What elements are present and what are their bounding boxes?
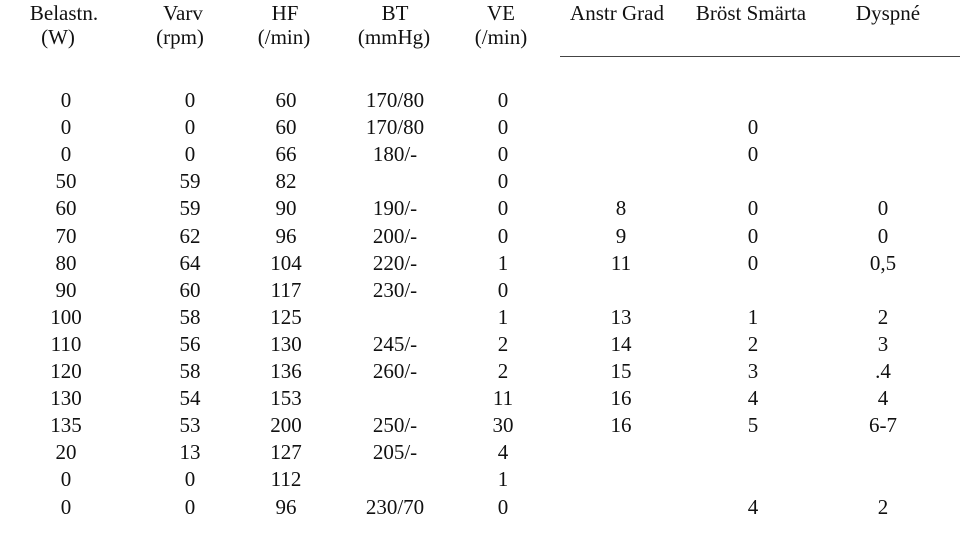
- table-row: [0, 249, 960, 277]
- cell-brost: 0: [747, 196, 759, 221]
- cell-brost: 4: [747, 494, 759, 519]
- header-ve-unit: (/min): [474, 25, 528, 49]
- cell-ve: 1: [497, 304, 509, 329]
- cell-belastning: 90: [55, 277, 77, 302]
- table-row: [0, 357, 960, 385]
- cell-varv: 59: [179, 169, 201, 194]
- cell-ve: 30: [492, 413, 514, 438]
- cell-bt: 220/-: [372, 250, 418, 275]
- cell-ve: 0: [497, 223, 509, 248]
- cell-dyspne: 2: [877, 494, 889, 519]
- cell-hf: 96: [275, 494, 297, 519]
- header-hf-unit: (/min): [257, 25, 311, 49]
- cell-anstr: 9: [615, 223, 627, 248]
- cell-varv: 0: [184, 142, 196, 167]
- table-row: [0, 384, 960, 412]
- header-dyspne: Dyspné: [855, 1, 921, 25]
- cell-varv: 56: [179, 331, 201, 356]
- cell-brost: 2: [747, 331, 759, 356]
- cell-hf: 130: [270, 331, 302, 356]
- cell-belastning: 60: [55, 196, 77, 221]
- cell-belastning: 80: [55, 250, 77, 275]
- table-row: [0, 194, 960, 222]
- cell-bt: 230/70: [365, 494, 425, 519]
- cell-hf: 82: [275, 169, 297, 194]
- header-anstr: Anstr Grad: [570, 1, 664, 25]
- cell-dyspne: 6-7: [869, 413, 897, 438]
- cell-varv: 13: [179, 440, 201, 465]
- cell-anstr: 15: [610, 359, 632, 383]
- cell-varv: 58: [179, 304, 201, 329]
- cell-ve: 0: [497, 196, 509, 221]
- header-ve: VE: [487, 1, 515, 25]
- cell-varv: 0: [184, 115, 196, 140]
- cell-ve: 0: [497, 115, 509, 140]
- cell-dyspne: 0,5: [869, 250, 897, 275]
- cell-anstr: 16: [610, 413, 632, 438]
- cell-bt: 230/-: [372, 277, 418, 302]
- cell-hf: 153: [270, 386, 302, 411]
- cell-hf: 117: [270, 277, 302, 302]
- cell-belastning: 110: [50, 331, 82, 356]
- cell-brost: 0: [747, 115, 759, 140]
- header-varv: Varv: [163, 1, 203, 25]
- cell-hf: 60: [275, 88, 297, 112]
- cell-bt: 190/-: [372, 196, 418, 221]
- table-row: [0, 140, 960, 168]
- cell-belastning: 100: [50, 304, 82, 329]
- cell-varv: 53: [179, 413, 201, 438]
- cell-hf: 90: [275, 196, 297, 221]
- cell-belastning: 20: [55, 440, 77, 465]
- cell-varv: 59: [179, 196, 201, 221]
- cell-ve: 0: [497, 277, 509, 302]
- cell-belastning: 0: [60, 467, 72, 492]
- cell-ve: 1: [497, 467, 509, 492]
- table-row: [0, 167, 960, 195]
- cell-varv: 60: [179, 277, 201, 302]
- cell-hf: 125: [270, 304, 302, 329]
- header-bt: BT: [381, 1, 409, 25]
- cell-hf: 200: [270, 413, 302, 438]
- header-belastning-unit: (W): [41, 25, 75, 49]
- table-row: [0, 465, 960, 493]
- cell-belastning: 130: [50, 386, 82, 411]
- cell-belastning: 0: [60, 494, 72, 519]
- cell-dyspne: 0: [877, 223, 889, 248]
- cell-brost: 1: [747, 304, 759, 329]
- cell-anstr: 8: [615, 196, 627, 221]
- cell-anstr: 13: [610, 304, 632, 329]
- table-row: [0, 222, 960, 250]
- cell-brost: 0: [747, 250, 759, 275]
- cell-ve: 2: [497, 331, 509, 356]
- cell-varv: 0: [184, 88, 196, 112]
- cell-brost: 3: [747, 359, 759, 383]
- cell-hf: 66: [275, 142, 297, 167]
- header-brost: Bröst Smärta: [695, 1, 807, 25]
- header-hf: HF: [271, 1, 299, 25]
- header-rule: [560, 56, 960, 57]
- table-row: [0, 330, 960, 358]
- table-row: [0, 276, 960, 304]
- cell-belastning: 0: [60, 88, 72, 112]
- cell-varv: 0: [184, 467, 196, 492]
- cell-bt: 245/-: [372, 331, 418, 356]
- cell-ve: 2: [497, 359, 509, 383]
- cell-bt: 180/-: [372, 142, 418, 167]
- cell-belastning: 70: [55, 223, 77, 248]
- cell-brost: 0: [747, 142, 759, 167]
- table-row: [0, 493, 960, 521]
- cell-ve: 0: [497, 169, 509, 194]
- table-row: [0, 411, 960, 439]
- cell-dyspne: 0: [877, 196, 889, 221]
- cell-dyspne: 2: [877, 304, 889, 329]
- cell-bt: 200/-: [372, 223, 418, 248]
- table-row: [0, 303, 960, 331]
- cell-hf: 96: [275, 223, 297, 248]
- cell-belastning: 120: [50, 359, 82, 383]
- cell-hf: 136: [270, 359, 302, 383]
- cell-varv: 62: [179, 223, 201, 248]
- table-row: [0, 438, 960, 466]
- cell-ve: 11: [492, 386, 514, 411]
- header-belastning: Belastn.: [29, 1, 99, 25]
- cell-anstr: 16: [610, 386, 632, 411]
- cell-hf: 60: [275, 115, 297, 140]
- cell-brost: 4: [747, 386, 759, 411]
- cell-bt: 170/80: [365, 115, 425, 140]
- cell-ve: 4: [497, 440, 509, 465]
- cell-bt: 260/-: [372, 359, 418, 383]
- cell-belastning: 50: [55, 169, 77, 194]
- cell-bt: 205/-: [372, 440, 418, 465]
- table-row: [0, 113, 960, 141]
- cell-dyspne: .4: [875, 359, 891, 383]
- cell-ve: 0: [497, 142, 509, 167]
- cell-ve: 1: [497, 250, 509, 275]
- cell-hf: 104: [270, 250, 302, 275]
- header-bt-unit: (mmHg): [357, 25, 431, 49]
- cell-belastning: 135: [50, 413, 82, 438]
- cell-ve: 0: [497, 88, 509, 112]
- cell-belastning: 0: [60, 142, 72, 167]
- cell-brost: 0: [747, 223, 759, 248]
- cell-varv: 58: [179, 359, 201, 383]
- cell-anstr: 14: [610, 331, 632, 356]
- cell-dyspne: 4: [877, 386, 889, 411]
- cell-bt: 250/-: [372, 413, 418, 438]
- cell-belastning: 0: [60, 115, 72, 140]
- cell-ve: 0: [497, 494, 509, 519]
- cell-anstr: 11: [610, 250, 632, 275]
- cell-hf: 127: [270, 440, 302, 465]
- cell-dyspne: 3: [877, 331, 889, 356]
- cell-varv: 0: [184, 494, 196, 519]
- header-varv-unit: (rpm): [156, 25, 204, 49]
- cell-bt: 170/80: [365, 88, 425, 112]
- cell-brost: 5: [747, 413, 759, 438]
- cell-hf: 112: [270, 467, 302, 492]
- cell-varv: 64: [179, 250, 201, 275]
- cell-varv: 54: [179, 386, 201, 411]
- table-row: [0, 86, 960, 114]
